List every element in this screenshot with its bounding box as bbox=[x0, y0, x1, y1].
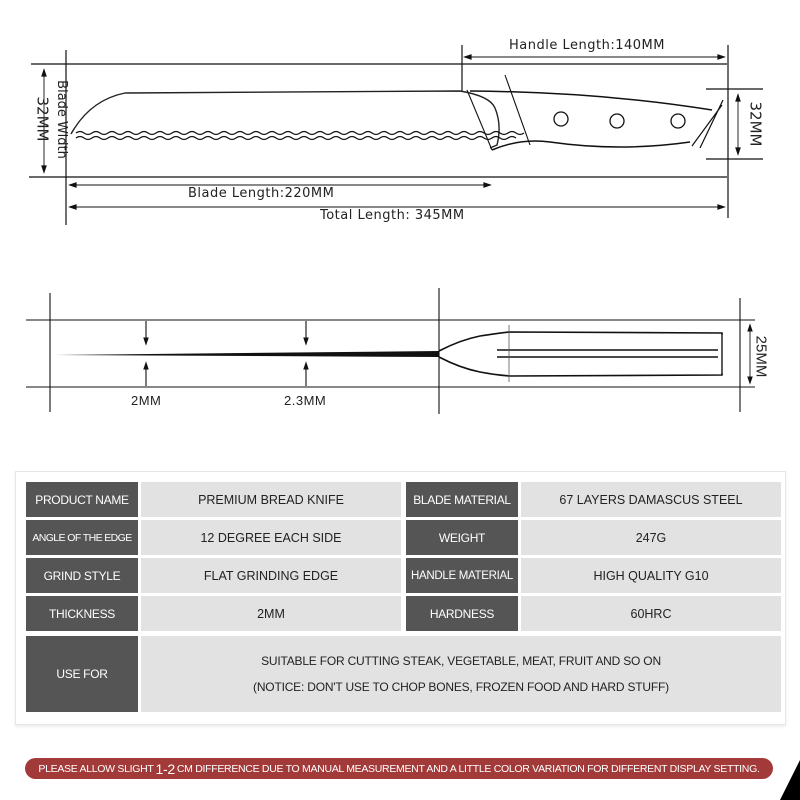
measurement-notice-banner bbox=[25, 758, 773, 779]
spec-value-grind-style: FLAT GRINDING EDGE bbox=[141, 558, 401, 593]
spec-value-thickness: 2MM bbox=[141, 596, 401, 631]
handle-width-value: 32MM bbox=[746, 101, 765, 147]
blade-length-label: Blade Length:220MM bbox=[188, 186, 335, 201]
spec-key-grind-style: GRIND STYLE bbox=[26, 558, 138, 593]
spec-table bbox=[15, 471, 786, 725]
spec-value-use-for bbox=[141, 636, 781, 712]
spec-key-product-name: PRODUCT NAME bbox=[26, 482, 138, 517]
total-length-label: Total Length: 345MM bbox=[320, 208, 465, 223]
spec-key-hardness: HARDNESS bbox=[406, 596, 518, 631]
notice-prefix: PLEASE ALLOW SLIGHT bbox=[38, 762, 154, 775]
notice-range: 1-2 bbox=[155, 760, 175, 777]
thickness-label-tip: 2MM bbox=[131, 393, 162, 408]
spec-value-weight: 247G bbox=[521, 520, 781, 555]
handle-thickness-value: 25MM bbox=[752, 335, 770, 378]
spec-key-handle-material: HANDLE MATERIAL bbox=[406, 558, 518, 593]
spec-key-thickness: THICKNESS bbox=[26, 596, 138, 631]
spec-key-blade-material: BLADE MATERIAL bbox=[406, 482, 518, 517]
use-for-description: SUITABLE FOR CUTTING STEAK, VEGETABLE, MEAT, FRUIT AND SO ON bbox=[261, 654, 661, 668]
spec-value-handle-material: HIGH QUALITY G10 bbox=[521, 558, 781, 593]
spec-value-edge-angle: 12 DEGREE EACH SIDE bbox=[141, 520, 401, 555]
spec-key-weight: WEIGHT bbox=[406, 520, 518, 555]
use-for-notice: (NOTICE: DON'T USE TO CHOP BONES, FROZEN FOOD AND HARD STUFF) bbox=[253, 680, 669, 694]
corner-decoration bbox=[780, 760, 800, 800]
spec-value-product-name: PREMIUM BREAD KNIFE bbox=[141, 482, 401, 517]
notice-suffix: CM DIFFERENCE DUE TO MANUAL MEASUREMENT AND A LITTLE COLOR VARIATION FOR DIFFERENT DISPLAY SETTING. bbox=[176, 762, 760, 775]
handle-length-label: Handle Length:140MM bbox=[509, 38, 665, 53]
spec-value-hardness: 60HRC bbox=[521, 596, 781, 631]
spec-key-use-for: USE FOR bbox=[26, 636, 138, 712]
blade-width-value: 32MM bbox=[33, 96, 52, 142]
thickness-label-mid: 2.3MM bbox=[284, 393, 327, 408]
blade-width-label: Blade Width bbox=[53, 80, 69, 159]
spec-key-edge-angle: ANGLE OF THE EDGE bbox=[26, 520, 138, 555]
spec-value-blade-material: 67 LAYERS DAMASCUS STEEL bbox=[521, 482, 781, 517]
